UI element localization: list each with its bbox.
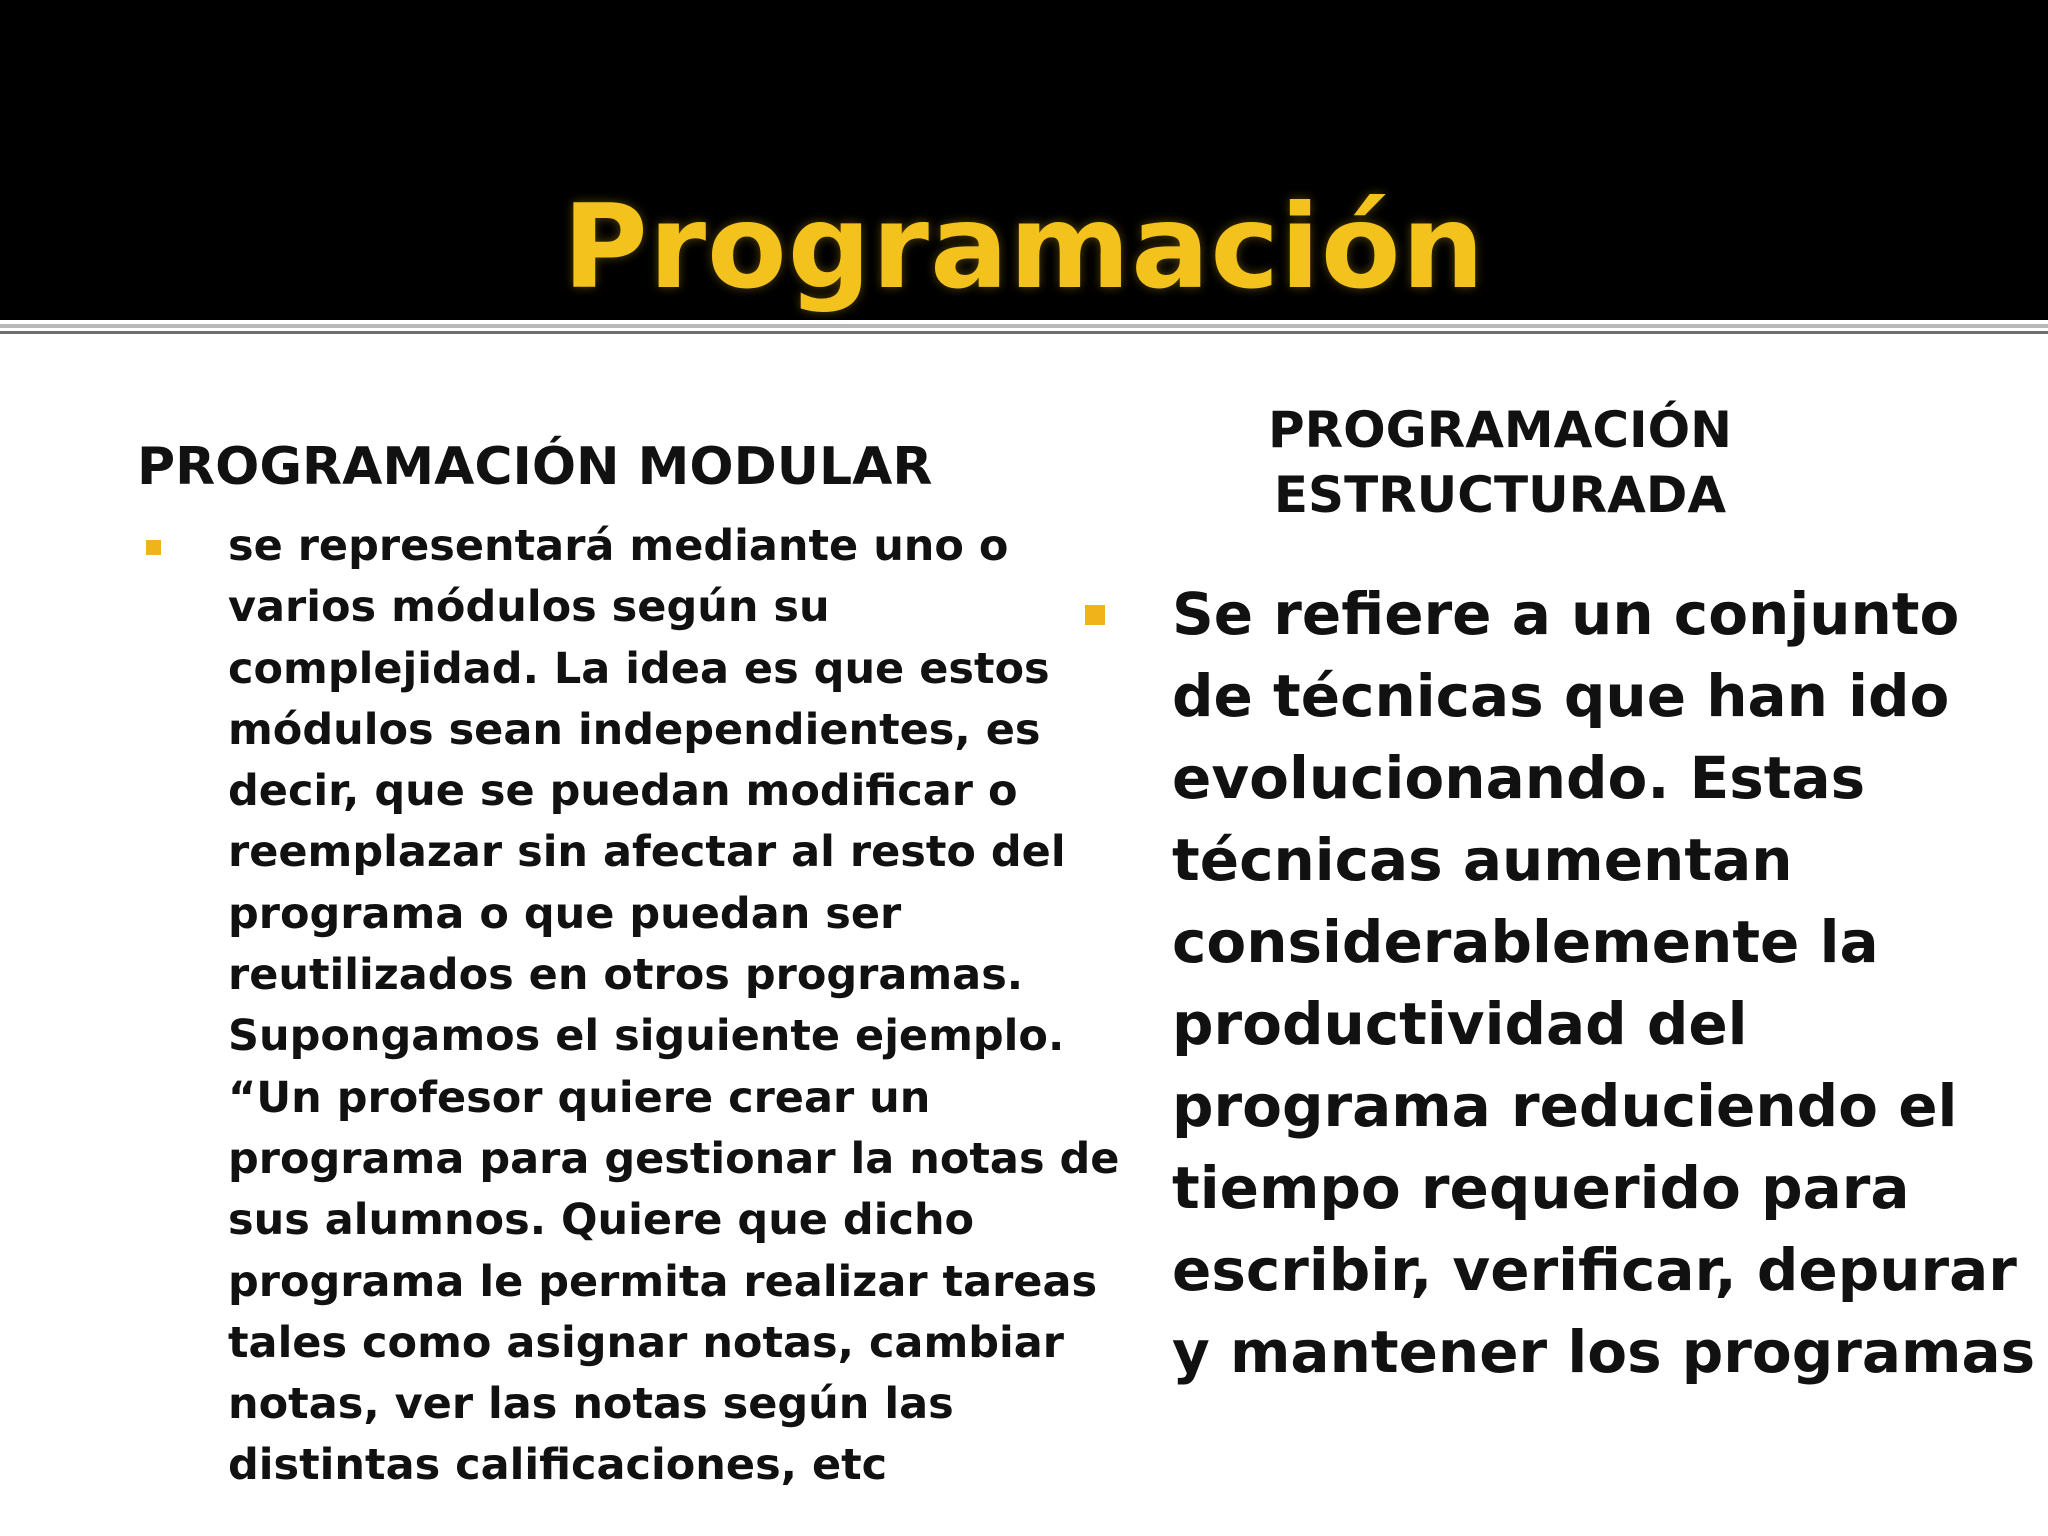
text-line: complejidad. La idea es que estos <box>228 643 1050 694</box>
text-line: y mantener los programas <box>1172 1318 2036 1386</box>
slide-title: Programación <box>562 179 1486 315</box>
text-line: se representará mediante uno o <box>228 521 1009 571</box>
right-column-heading <box>1130 398 1870 528</box>
title-divider-light <box>0 324 2048 328</box>
text-line: sus alumnos. Quiere que dicho <box>228 1195 975 1246</box>
text-line: técnicas aumentan <box>1172 826 1793 894</box>
text-line: programa o que puedan ser <box>228 888 902 939</box>
text-line: evolucionando. Estas <box>1172 744 1866 812</box>
text-line: de técnicas que han ido <box>1172 662 1950 730</box>
right-heading-line: ESTRUCTURADA <box>1273 466 1727 524</box>
text-line: tales como asignar notas, cambiar <box>228 1317 1065 1368</box>
text-line: “Un profesor quiere crear un <box>228 1072 931 1123</box>
text-line: programa reduciendo el <box>1172 1072 1958 1140</box>
text-line: notas, ver las notas según las <box>228 1379 954 1430</box>
text-line: Supongamos el siguiente ejemplo. <box>228 1011 1065 1062</box>
text-line: distintas calificaciones, etc <box>228 1440 888 1491</box>
text-line: programa le permita realizar tareas <box>228 1256 1098 1307</box>
text-line: reutilizados en otros programas. <box>228 950 1024 1001</box>
bullet-square-icon <box>1085 605 1105 625</box>
text-line: considerablemente la <box>1172 908 1879 976</box>
right-heading-line: PROGRAMACIÓN <box>1268 401 1732 459</box>
text-line: Se refiere a un conjunto <box>1172 580 1960 648</box>
text-line: escribir, verificar, depurar <box>1172 1236 2017 1304</box>
text-line: tiempo requerido para <box>1172 1154 1910 1222</box>
bullet-square-icon <box>146 540 161 555</box>
left-bullet-text <box>228 516 1120 1497</box>
text-line: módulos sean independientes, es <box>228 704 1041 755</box>
right-bullet-text <box>1172 573 2036 1393</box>
text-line: productividad del <box>1172 990 1748 1058</box>
text-line: reemplazar sin afectar al resto del <box>228 827 1066 878</box>
title-divider-dark <box>0 331 2048 334</box>
left-column-heading: PROGRAMACIÓN MODULAR <box>137 437 933 497</box>
text-line: programa para gestionar la notas de <box>228 1133 1120 1184</box>
text-line: decir, que se puedan modificar o <box>228 766 1018 817</box>
text-line: varios módulos según su <box>228 582 830 633</box>
right-bullet-item <box>1085 573 2036 1393</box>
left-bullet-item <box>146 516 1120 1497</box>
